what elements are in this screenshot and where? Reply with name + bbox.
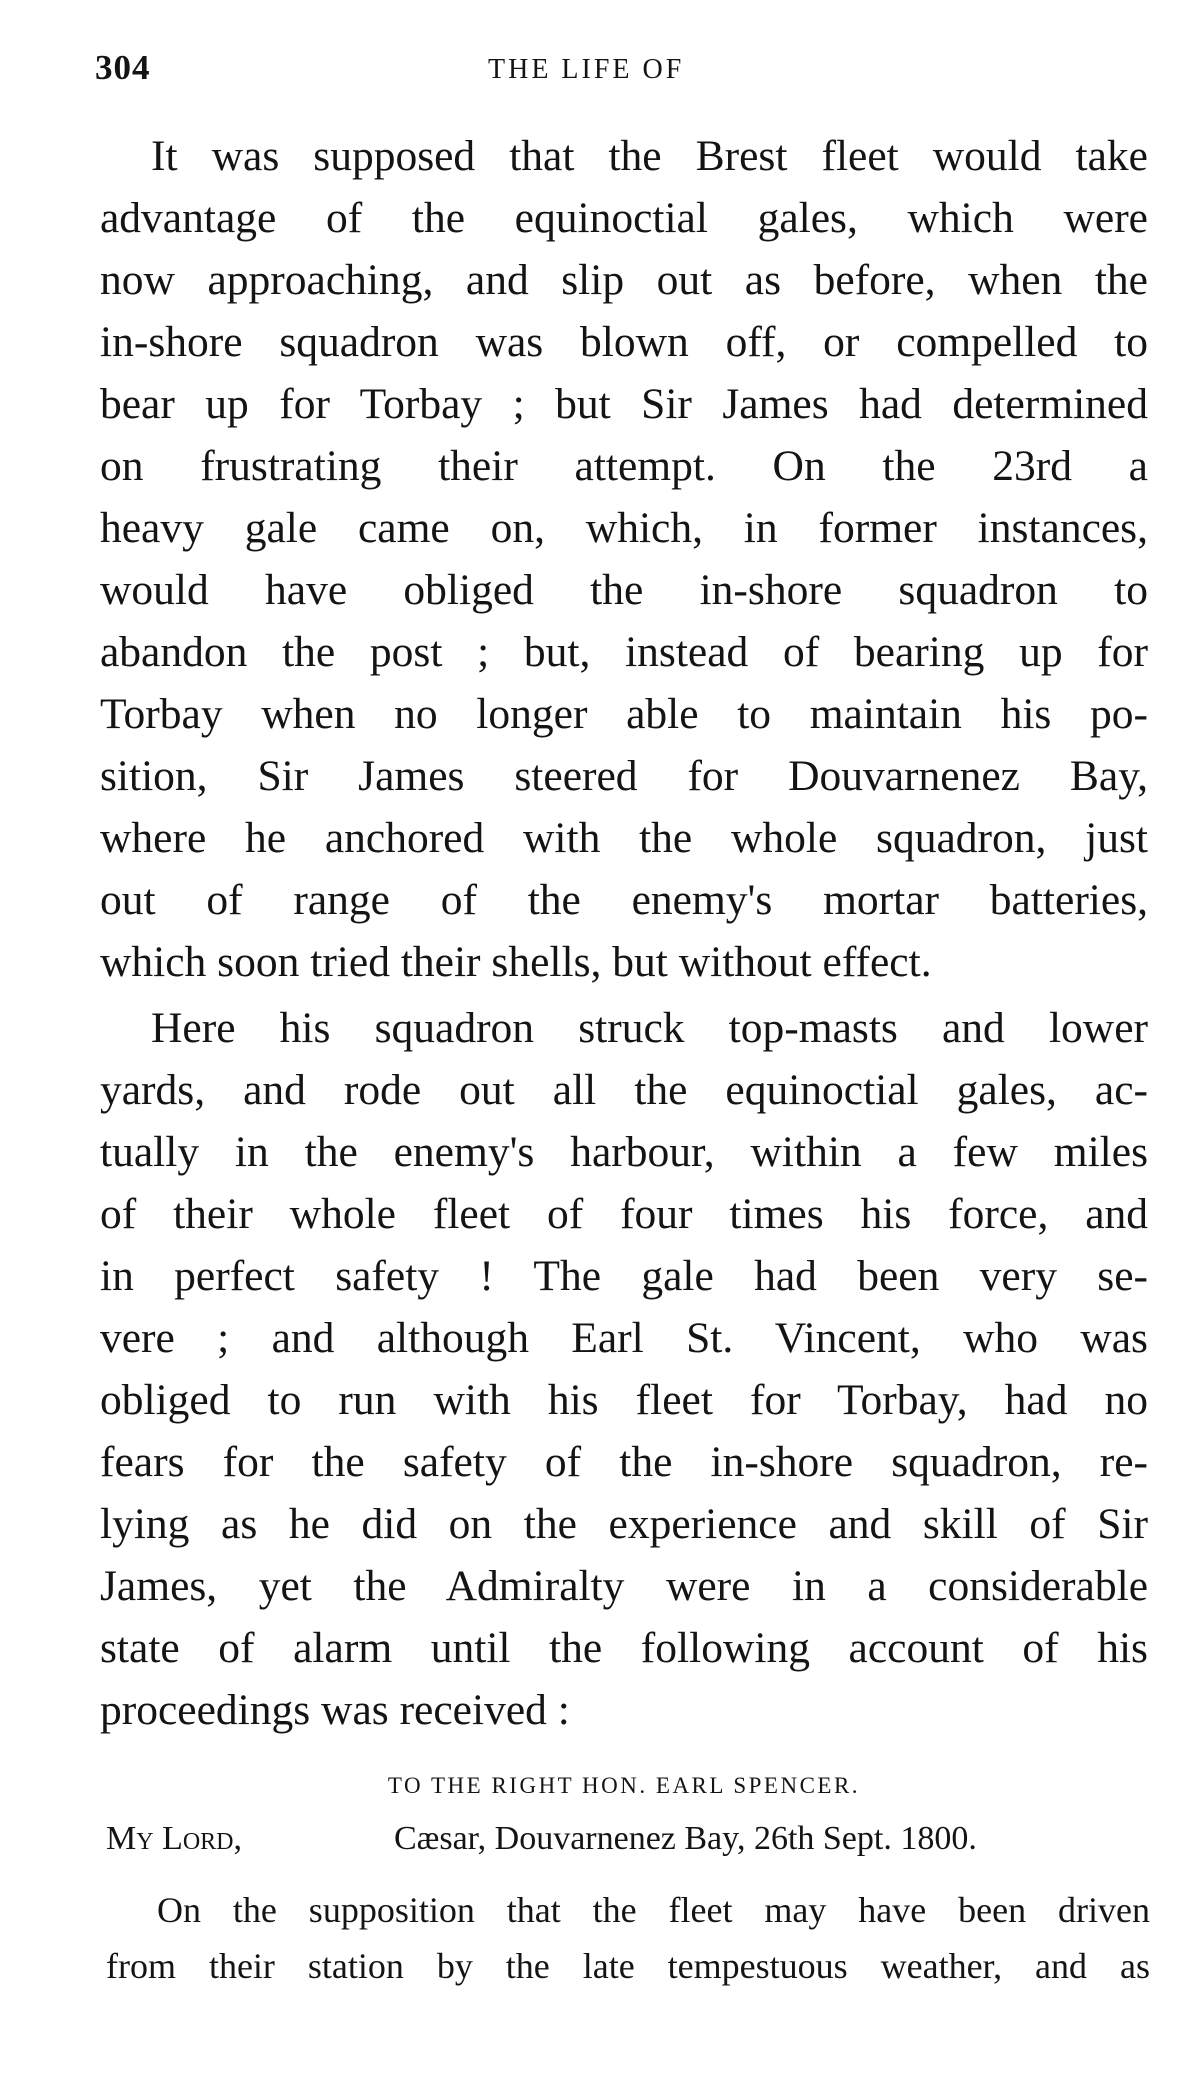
text-line: where he anchored with the whole squadron, just xyxy=(100,814,1148,862)
letter-line: On the supposition that the fleet may have been driven xyxy=(157,1890,1150,1930)
text-line: out of range of the enemy's mortar batteries, xyxy=(100,876,1148,924)
text-line: bear up for Torbay ; but Sir James had determined xyxy=(100,380,1148,428)
text-line: advantage of the equinoctial gales, which were xyxy=(100,194,1148,242)
text-line: sition, Sir James steered for Douvarnenez Bay, xyxy=(100,752,1148,800)
text-line: obliged to run with his fleet for Torbay, had no xyxy=(100,1376,1148,1424)
body-text xyxy=(100,125,1148,1741)
text-line: Torbay when no longer able to maintain his po- xyxy=(100,690,1148,738)
text-line: yards, and rode out all the equinoctial gales, ac- xyxy=(100,1066,1148,1114)
letter-line: from their station by the late tempestuous weather, and as xyxy=(106,1946,1150,1986)
letter-heading: TO THE RIGHT HON. EARL SPENCER. xyxy=(387,1773,861,1798)
paragraph-2 xyxy=(100,997,1148,1741)
text-line: state of alarm until the following account of his xyxy=(100,1624,1148,1672)
text-line: lying as he did on the experience and skill of Sir xyxy=(100,1500,1148,1548)
letter-body xyxy=(106,1882,1150,1994)
text-line: heavy gale came on, which, in former instances, xyxy=(100,504,1148,552)
running-title: THE LIFE OF xyxy=(488,54,685,85)
text-line: of their whole fleet of four times his force, and xyxy=(100,1190,1148,1238)
letter-salutation: My Lord, xyxy=(106,1820,243,1857)
paragraph-1 xyxy=(100,125,1148,993)
text-line: James, yet the Admiralty were in a considerable xyxy=(100,1562,1148,1610)
text-line: would have obliged the in-shore squadron to xyxy=(100,566,1148,614)
text-line: proceedings was received : xyxy=(100,1686,570,1734)
letter-dateline: Cæsar, Douvarnenez Bay, 26th Sept. 1800. xyxy=(394,1820,977,1857)
text-line: in-shore squadron was blown off, or compelled to xyxy=(100,318,1148,366)
text-line: Here his squadron struck top-masts and lower xyxy=(151,1004,1148,1052)
text-line: on frustrating their attempt. On the 23rd a xyxy=(100,442,1148,490)
text-line: in perfect safety ! The gale had been very se- xyxy=(100,1252,1148,1300)
text-line: tually in the enemy's harbour, within a few miles xyxy=(100,1128,1148,1176)
letter-salutation-row xyxy=(106,1820,1146,1870)
text-line: fears for the safety of the in-shore squadron, re- xyxy=(100,1438,1148,1486)
running-head xyxy=(95,48,1155,98)
text-line: now approaching, and slip out as before, when the xyxy=(100,256,1148,304)
text-line: vere ; and although Earl St. Vincent, who was xyxy=(100,1314,1148,1362)
page-number: 304 xyxy=(95,48,151,87)
text-line: abandon the post ; but, instead of bearing up for xyxy=(100,628,1148,676)
text-line: It was supposed that the Brest fleet would take xyxy=(151,132,1148,180)
text-line: which soon tried their shells, but without effect. xyxy=(100,938,932,986)
